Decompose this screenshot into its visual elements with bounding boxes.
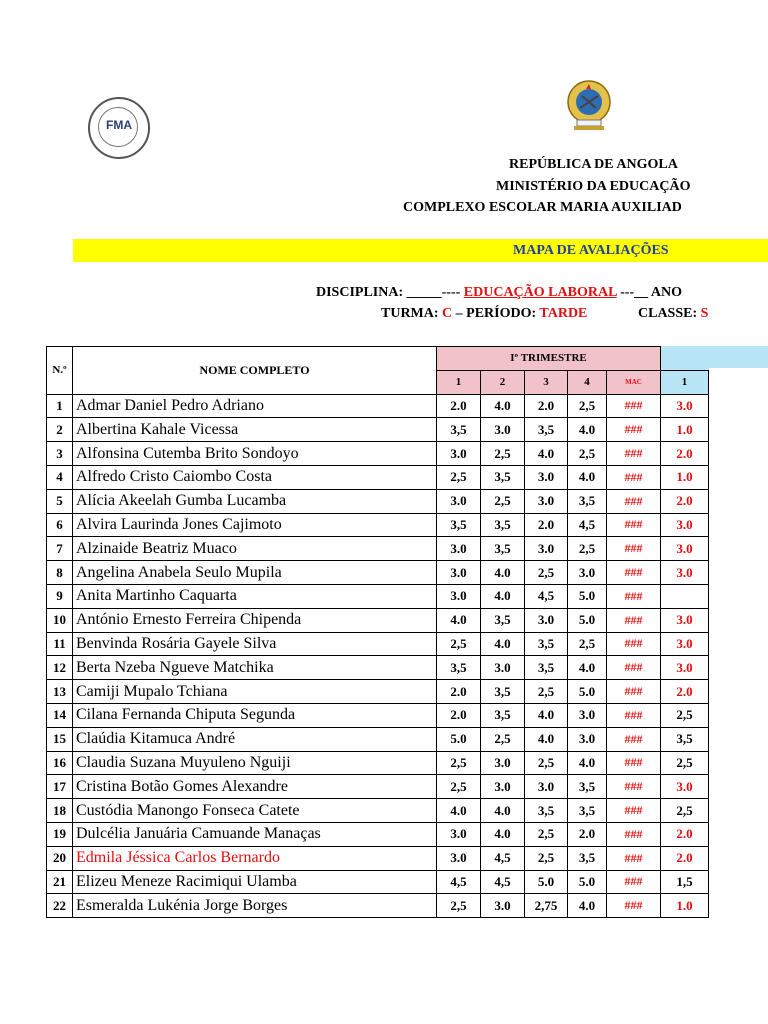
- mac-cell: ###: [607, 489, 661, 513]
- grade-cell: 4.0: [481, 394, 525, 418]
- grade-cell: 3.0: [437, 537, 481, 561]
- mac-cell: ###: [607, 513, 661, 537]
- grade-cell: 3.0: [437, 584, 481, 608]
- grade-cell: 4.0: [525, 442, 568, 466]
- grade-cell: 3.0: [481, 775, 525, 799]
- grade-cell: 3.0: [481, 418, 525, 442]
- grade-cell: 2,75: [525, 894, 568, 918]
- mac-cell: ###: [607, 465, 661, 489]
- header-school: COMPLEXO ESCOLAR MARIA AUXILIAD: [403, 200, 682, 215]
- table-row: [47, 751, 709, 775]
- grade-cell: 3.0: [437, 561, 481, 585]
- student-name: Alfredo Cristo Caiombo Costa: [73, 465, 437, 489]
- row-number: 17: [47, 775, 73, 799]
- grade-cell: 2,5: [525, 846, 568, 870]
- disciplina-line: [316, 285, 682, 301]
- periodo-label: – PERÍODO:: [455, 306, 537, 321]
- mac-cell: ###: [607, 656, 661, 680]
- grade-cell: 2.0: [525, 513, 568, 537]
- row-number: 16: [47, 751, 73, 775]
- grade-cell: 4.0: [568, 656, 607, 680]
- mac-cell: ###: [607, 418, 661, 442]
- student-name: Benvinda Rosária Gayele Silva: [73, 632, 437, 656]
- grade-cell: 4,5: [568, 513, 607, 537]
- grade-cell: 3.0: [481, 894, 525, 918]
- table-row: [47, 632, 709, 656]
- row-number: 4: [47, 465, 73, 489]
- mac-cell: ###: [607, 561, 661, 585]
- grade-cell: 2.0: [568, 822, 607, 846]
- row-number: 12: [47, 656, 73, 680]
- grade-cell: 2,5: [525, 561, 568, 585]
- trimester-2-top: [661, 347, 709, 371]
- grade-cell: 2,5: [568, 442, 607, 466]
- table-row: [47, 394, 709, 418]
- grade-cell: 5.0: [568, 870, 607, 894]
- turma-line: [381, 306, 587, 322]
- row-number: 11: [47, 632, 73, 656]
- table-row: [47, 870, 709, 894]
- grade-cell: 4.0: [525, 727, 568, 751]
- table-row: [47, 775, 709, 799]
- next-trimester-grade: 3.0: [661, 537, 709, 561]
- row-number: 19: [47, 822, 73, 846]
- grade-cell: 3.0: [437, 489, 481, 513]
- grade-cell: 2,5: [525, 680, 568, 704]
- grade-cell: 4.0: [481, 799, 525, 823]
- student-name: Camiji Mupalo Tchiana: [73, 680, 437, 704]
- table-row: [47, 703, 709, 727]
- student-name: Claudia Suzana Muyuleno Nguiji: [73, 751, 437, 775]
- grade-cell: 3.0: [568, 727, 607, 751]
- mac-header: MAC: [607, 370, 661, 394]
- student-name: Berta Nzeba Ngueve Matchika: [73, 656, 437, 680]
- row-number: 2: [47, 418, 73, 442]
- table-row: [47, 680, 709, 704]
- mac-cell: ###: [607, 751, 661, 775]
- table-row: [47, 727, 709, 751]
- mac-cell: ###: [607, 584, 661, 608]
- grade-cell: 3,5: [568, 799, 607, 823]
- grade-cell: 5.0: [568, 584, 607, 608]
- row-number: 1: [47, 394, 73, 418]
- table-row: [47, 465, 709, 489]
- grade-cell: 3,5: [481, 537, 525, 561]
- row-number: 8: [47, 561, 73, 585]
- row-number: 7: [47, 537, 73, 561]
- next-trimester-grade: 1,5: [661, 870, 709, 894]
- row-number: 21: [47, 870, 73, 894]
- grade-cell: 3,5: [481, 608, 525, 632]
- student-name: Admar Daniel Pedro Adriano: [73, 394, 437, 418]
- grade-cell: 2,5: [525, 751, 568, 775]
- grade-cell: 4.0: [481, 822, 525, 846]
- mac-cell: ###: [607, 894, 661, 918]
- grade-cell: 2,5: [525, 822, 568, 846]
- grade-cell: 4.0: [481, 632, 525, 656]
- grade-cell: 4.0: [568, 894, 607, 918]
- grade-cell: 5.0: [525, 870, 568, 894]
- grade-cell: 3,5: [568, 775, 607, 799]
- mac-cell: ###: [607, 727, 661, 751]
- next-trimester-grade: 1.0: [661, 465, 709, 489]
- next-trimester-grade: 1.0: [661, 894, 709, 918]
- next-trimester-grade: 2.0: [661, 489, 709, 513]
- table-row: [47, 608, 709, 632]
- periodo-value: TARDE: [539, 306, 588, 321]
- student-name: Angelina Anabela Seulo Mupila: [73, 561, 437, 585]
- next-trimester-grade: 2,5: [661, 703, 709, 727]
- student-name: António Ernesto Ferreira Chipenda: [73, 608, 437, 632]
- table-row: [47, 894, 709, 918]
- row-number: 9: [47, 584, 73, 608]
- grade-cell: 4.0: [568, 465, 607, 489]
- mac-cell: ###: [607, 870, 661, 894]
- next-trimester-grade: 2,5: [661, 799, 709, 823]
- next-trimester-grade: 3.0: [661, 394, 709, 418]
- grade-cell: 4.0: [437, 799, 481, 823]
- row-number: 22: [47, 894, 73, 918]
- table-row: [47, 489, 709, 513]
- school-logo-text: FMA: [106, 118, 132, 132]
- mac-cell: ###: [607, 632, 661, 656]
- mac-cell: ###: [607, 394, 661, 418]
- grade-cell: 2.0: [437, 680, 481, 704]
- table-row: [47, 561, 709, 585]
- mac-cell: ###: [607, 775, 661, 799]
- student-name: Dulcélia Januária Camuande Manaças: [73, 822, 437, 846]
- grade-cell: 3.0: [525, 608, 568, 632]
- table-row: [47, 656, 709, 680]
- row-number: 13: [47, 680, 73, 704]
- grade-cell: 2,5: [568, 537, 607, 561]
- grade-cell: 3,5: [568, 846, 607, 870]
- next-trimester-grade: 1.0: [661, 418, 709, 442]
- grade-cell: 3.0: [525, 537, 568, 561]
- table-row: [47, 584, 709, 608]
- row-number: 6: [47, 513, 73, 537]
- grade-cell: 2,5: [437, 632, 481, 656]
- student-name: Esmeralda Lukénia Jorge Borges: [73, 894, 437, 918]
- grade-cell: 2,5: [568, 394, 607, 418]
- grade-cell: 3,5: [525, 632, 568, 656]
- angola-emblem-icon: [564, 78, 614, 132]
- mac-cell: ###: [607, 846, 661, 870]
- student-name: Alvira Laurinda Jones Cajimoto: [73, 513, 437, 537]
- grade-cell: 2.0: [525, 394, 568, 418]
- table-row: [47, 822, 709, 846]
- table-row: [47, 418, 709, 442]
- classe-label: CLASSE:: [638, 306, 698, 321]
- grade-cell: 3,5: [481, 513, 525, 537]
- grades-table: [46, 346, 709, 918]
- grade-cell: 2,5: [568, 632, 607, 656]
- row-number: 3: [47, 442, 73, 466]
- grade-cell: 2.0: [437, 703, 481, 727]
- col-number-header: N.º: [47, 347, 73, 395]
- header-republic: REPÚBLICA DE ANGOLA: [509, 157, 678, 172]
- student-name: Alfonsina Cutemba Brito Sondoyo: [73, 442, 437, 466]
- next-trimester-grade: 2,5: [661, 751, 709, 775]
- grade-cell: 2,5: [437, 465, 481, 489]
- sub-header: 4: [568, 370, 607, 394]
- table-row: [47, 537, 709, 561]
- next-trimester-grade: 3.0: [661, 775, 709, 799]
- grade-cell: 3.0: [481, 656, 525, 680]
- grade-cell: 2,5: [437, 751, 481, 775]
- grade-cell: 3.0: [525, 465, 568, 489]
- next-trimester-grade: 3.0: [661, 513, 709, 537]
- grade-cell: 5.0: [437, 727, 481, 751]
- disciplina-prefix: _____----: [406, 285, 461, 300]
- row-number: 14: [47, 703, 73, 727]
- sub-header: 2: [481, 370, 525, 394]
- table-row: [47, 846, 709, 870]
- grade-cell: 3,5: [525, 656, 568, 680]
- student-name: Cilana Fernanda Chiputa Segunda: [73, 703, 437, 727]
- next-trimester-grade: 2.0: [661, 822, 709, 846]
- title-banner-text: MAPA DE AVALIAÇÕES: [513, 243, 669, 258]
- student-name: Elizeu Meneze Racimiqui Ulamba: [73, 870, 437, 894]
- grade-cell: 3,5: [437, 418, 481, 442]
- grade-cell: 3,5: [481, 680, 525, 704]
- next-trimester-grade: 2.0: [661, 680, 709, 704]
- next-trimester-grade: 2.0: [661, 846, 709, 870]
- next-trimester-grade: 3.0: [661, 608, 709, 632]
- grade-cell: 3.0: [525, 489, 568, 513]
- grade-cell: 4.0: [568, 751, 607, 775]
- grade-cell: 5.0: [568, 608, 607, 632]
- next-trimester-grade: 3.0: [661, 632, 709, 656]
- grade-cell: 4.0: [481, 584, 525, 608]
- grade-cell: 5.0: [568, 680, 607, 704]
- mac-cell: ###: [607, 680, 661, 704]
- student-name: Cristina Botão Gomes Alexandre: [73, 775, 437, 799]
- grade-cell: 2,5: [481, 727, 525, 751]
- grade-cell: 3,5: [481, 465, 525, 489]
- col-name-header: NOME COMPLETO: [73, 347, 437, 395]
- row-number: 10: [47, 608, 73, 632]
- mac-cell: ###: [607, 442, 661, 466]
- disciplina-value: EDUCAÇÃO LABORAL: [463, 285, 617, 300]
- grade-cell: 3,5: [481, 703, 525, 727]
- grade-cell: 3.0: [437, 442, 481, 466]
- grade-cell: 2.0: [437, 394, 481, 418]
- next-trimester-grade: 3,5: [661, 727, 709, 751]
- table-row: [47, 513, 709, 537]
- mac-cell: ###: [607, 822, 661, 846]
- grade-cell: 3,5: [437, 513, 481, 537]
- grade-cell: 4.0: [525, 703, 568, 727]
- student-name: Alícia Akeelah Gumba Lucamba: [73, 489, 437, 513]
- header-ministry: MINISTÉRIO DA EDUCAÇÃO: [496, 179, 691, 194]
- student-name: Anita Martinho Caquarta: [73, 584, 437, 608]
- student-name: Claúdia Kitamuca André: [73, 727, 437, 751]
- grade-cell: 3,5: [525, 418, 568, 442]
- school-logo: [88, 97, 150, 159]
- sub-header: 3: [525, 370, 568, 394]
- grade-cell: 4.0: [437, 608, 481, 632]
- next-trimester-grade: 3.0: [661, 561, 709, 585]
- classe-value: S: [700, 306, 709, 321]
- row-number: 5: [47, 489, 73, 513]
- grade-cell: 3.0: [481, 751, 525, 775]
- mac-cell: ###: [607, 799, 661, 823]
- grade-cell: 3,5: [525, 799, 568, 823]
- grade-cell: 4,5: [481, 870, 525, 894]
- sub-header: 1: [437, 370, 481, 394]
- row-number: 18: [47, 799, 73, 823]
- mac-cell: ###: [607, 703, 661, 727]
- grade-cell: 3.0: [568, 703, 607, 727]
- turma-label: TURMA:: [381, 306, 439, 321]
- next-trimester-grade: [661, 584, 709, 608]
- mac-cell: ###: [607, 537, 661, 561]
- mac-cell: ###: [607, 608, 661, 632]
- row-number: 15: [47, 727, 73, 751]
- table-row: [47, 799, 709, 823]
- grade-cell: 3.0: [568, 561, 607, 585]
- next-trimester-grade: 2.0: [661, 442, 709, 466]
- student-name: Albertina Kahale Vicessa: [73, 418, 437, 442]
- disciplina-suffix: ---__ ANO: [620, 285, 682, 300]
- grade-cell: 2,5: [437, 775, 481, 799]
- grade-cell: 3.0: [437, 822, 481, 846]
- row-number: 20: [47, 846, 73, 870]
- grade-cell: 4,5: [437, 870, 481, 894]
- grade-cell: 2,5: [437, 894, 481, 918]
- student-name: Edmila Jéssica Carlos Bernardo: [73, 846, 437, 870]
- grade-cell: 2,5: [481, 442, 525, 466]
- grade-cell: 3,5: [437, 656, 481, 680]
- turma-value: C: [442, 306, 453, 321]
- grade-cell: 3.0: [525, 775, 568, 799]
- grade-cell: 4,5: [525, 584, 568, 608]
- sub-header-next: 1: [661, 370, 709, 394]
- student-name: Custódia Manongo Fonseca Catete: [73, 799, 437, 823]
- grade-cell: 4,5: [481, 846, 525, 870]
- classe-line: [638, 306, 708, 322]
- student-name: Alzinaide Beatriz Muaco: [73, 537, 437, 561]
- grade-cell: 3.0: [437, 846, 481, 870]
- grade-cell: 3,5: [568, 489, 607, 513]
- grade-cell: 2,5: [481, 489, 525, 513]
- table-row: [47, 442, 709, 466]
- grade-cell: 4.0: [568, 418, 607, 442]
- disciplina-label: DISCIPLINA:: [316, 285, 404, 300]
- grade-cell: 4.0: [481, 561, 525, 585]
- trimester-header: Iº TRIMESTRE: [437, 347, 661, 371]
- next-trimester-grade: 3.0: [661, 656, 709, 680]
